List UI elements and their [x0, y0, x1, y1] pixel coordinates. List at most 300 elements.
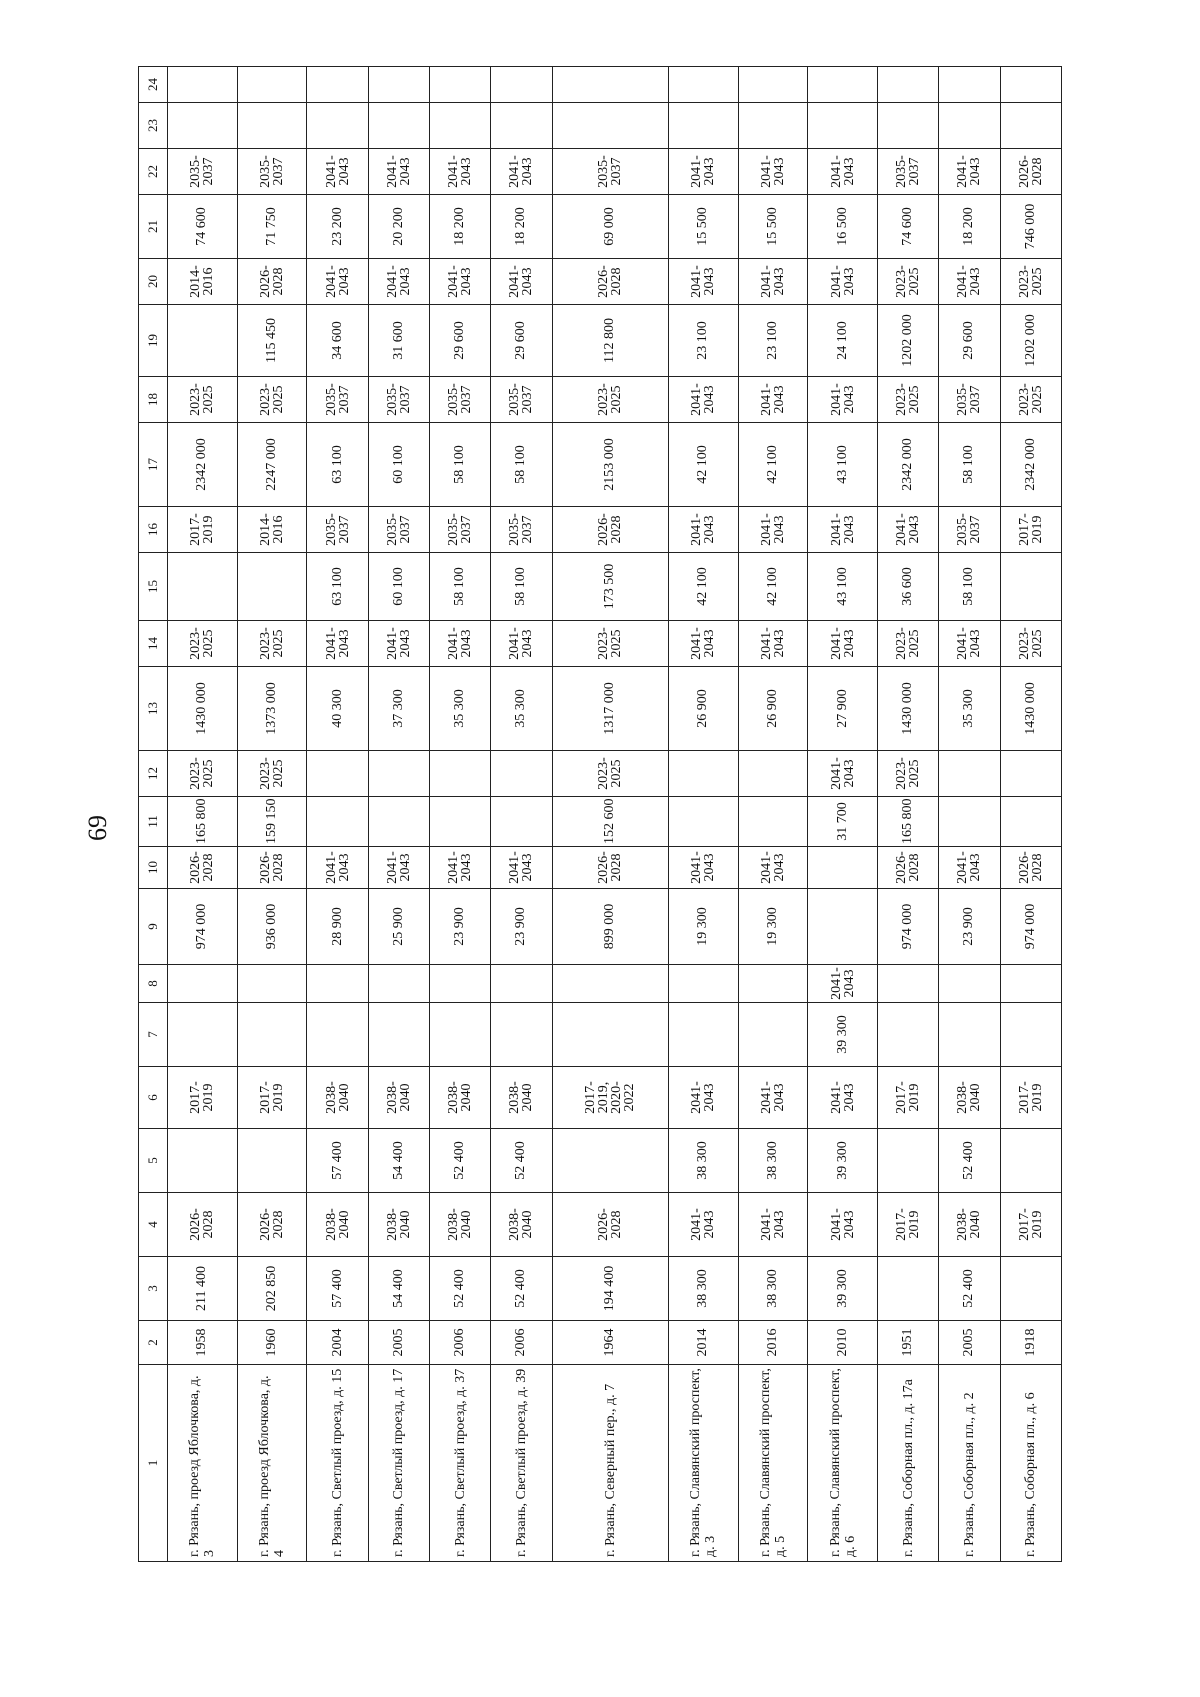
table-cell: 2026-2028: [552, 259, 668, 305]
table-cell: 38 300: [738, 1257, 808, 1321]
table-cell: 2017-2019: [878, 1193, 939, 1257]
table-cell: 159 150: [237, 797, 307, 847]
table-cell: 173 500: [552, 553, 668, 621]
table-cell: [738, 965, 808, 1003]
table-cell: [430, 751, 491, 797]
table-cell: 2153 000: [552, 423, 668, 507]
table-cell: 2041-2043: [668, 377, 738, 423]
address-cell: г. Рязань, Светлый проезд, д. 39: [491, 1365, 552, 1562]
table-cell: 2017-2019: [1000, 1193, 1061, 1257]
table-cell: 2041-2043: [878, 507, 939, 553]
table-cell: 26 900: [738, 667, 808, 751]
table-cell: 42 100: [738, 423, 808, 507]
table-cell: 2041-2043: [738, 847, 808, 889]
table-cell: 2023-2025: [552, 621, 668, 667]
table-cell: 2023-2025: [552, 751, 668, 797]
table-cell: [491, 103, 552, 149]
table-cell: 18 200: [491, 195, 552, 259]
table-cell: 29 600: [939, 305, 1000, 377]
table-cell: 39 300: [808, 1129, 878, 1193]
table-cell: 2041-2043: [430, 847, 491, 889]
column-number-7: 7: [139, 1003, 168, 1067]
address-cell: г. Рязань, Соборная пл., д. 17а: [878, 1365, 939, 1562]
table-cell: 2038-2040: [307, 1067, 368, 1129]
table-cell: 2035-2037: [491, 377, 552, 423]
table-cell: 2041-2043: [668, 259, 738, 305]
table-cell: 2023-2025: [1000, 621, 1061, 667]
table-cell: [738, 103, 808, 149]
address-cell: г. Рязань, Славянский проспект, д. 6: [808, 1365, 878, 1562]
table-cell: 19 300: [738, 889, 808, 965]
table-cell: 1202 000: [1000, 305, 1061, 377]
table-cell: 2247 000: [237, 423, 307, 507]
table-cell: [668, 751, 738, 797]
table-cell: 2035-2037: [430, 377, 491, 423]
table-cell: 18 200: [430, 195, 491, 259]
table-cell: [668, 797, 738, 847]
table-cell: 52 400: [939, 1257, 1000, 1321]
table-cell: 2005: [368, 1321, 429, 1365]
table-cell: 16 500: [808, 195, 878, 259]
table-cell: 2041-2043: [491, 259, 552, 305]
table-cell: 2035-2037: [307, 377, 368, 423]
table-cell: 2038-2040: [368, 1193, 429, 1257]
table-cell: 42 100: [738, 553, 808, 621]
table-cell: 2038-2040: [430, 1067, 491, 1129]
table-cell: 1202 000: [878, 305, 939, 377]
table-cell: 2026-2028: [168, 1193, 238, 1257]
table-cell: 39 300: [808, 1003, 878, 1067]
column-number-18: 18: [139, 377, 168, 423]
column-number-8: 8: [139, 965, 168, 1003]
address-cell: г. Рязань, Соборная пл., д. 6: [1000, 1365, 1061, 1562]
table-cell: 2023-2025: [1000, 377, 1061, 423]
table-cell: 2041-2043: [738, 1193, 808, 1257]
column-number-20: 20: [139, 259, 168, 305]
table-cell: [939, 67, 1000, 103]
column-number-13: 13: [139, 667, 168, 751]
table-cell: 18 200: [939, 195, 1000, 259]
table-cell: 31 600: [368, 305, 429, 377]
column-number-3: 3: [139, 1257, 168, 1321]
table-cell: [878, 1257, 939, 1321]
table-cell: 2035-2037: [878, 149, 939, 195]
table-cell: 2038-2040: [430, 1193, 491, 1257]
table-cell: 2023-2025: [878, 259, 939, 305]
column-number-24: 24: [139, 67, 168, 103]
table-cell: 29 600: [430, 305, 491, 377]
table-cell: [368, 1003, 429, 1067]
table-cell: 24 100: [808, 305, 878, 377]
table-cell: 20 200: [368, 195, 429, 259]
table-cell: [168, 553, 238, 621]
table-cell: 26 900: [668, 667, 738, 751]
table-cell: 2041-2043: [668, 149, 738, 195]
table-cell: 2026-2028: [552, 847, 668, 889]
table-cell: 2017-2019: [237, 1067, 307, 1129]
table-cell: 2041-2043: [491, 847, 552, 889]
table-cell: [738, 751, 808, 797]
table-cell: [878, 1003, 939, 1067]
table-cell: [808, 889, 878, 965]
table-cell: 2041-2043: [668, 621, 738, 667]
table-cell: 23 900: [430, 889, 491, 965]
table-cell: 2035-2037: [491, 507, 552, 553]
table-cell: [1000, 67, 1061, 103]
table-cell: 2035-2037: [168, 149, 238, 195]
table-row: [808, 67, 878, 1562]
table-cell: 899 000: [552, 889, 668, 965]
table-cell: [491, 797, 552, 847]
address-cell: г. Рязань, Славянский проспект, д. 5: [738, 1365, 808, 1562]
table-cell: 2041-2043: [738, 149, 808, 195]
table-cell: 2041-2043: [430, 149, 491, 195]
table-cell: 58 100: [430, 553, 491, 621]
table-cell: [668, 1003, 738, 1067]
table-row: [368, 67, 429, 1562]
table-cell: 2023-2025: [237, 751, 307, 797]
table-cell: [307, 965, 368, 1003]
table-row: [237, 67, 307, 1562]
table-cell: 15 500: [738, 195, 808, 259]
table-cell: 34 600: [307, 305, 368, 377]
table-cell: 2342 000: [168, 423, 238, 507]
table-cell: 38 300: [668, 1257, 738, 1321]
table-cell: 71 750: [237, 195, 307, 259]
table-cell: [1000, 553, 1061, 621]
table-cell: [307, 1003, 368, 1067]
table-cell: 57 400: [307, 1129, 368, 1193]
table-cell: 2026-2028: [552, 507, 668, 553]
table-cell: [307, 67, 368, 103]
table-cell: [738, 1003, 808, 1067]
table-row: [168, 67, 238, 1562]
address-cell: г. Рязань, проезд Яблочкова, д. 3: [168, 1365, 238, 1562]
table-cell: 2041-2043: [491, 621, 552, 667]
table-cell: [168, 67, 238, 103]
table-cell: 2017-2019, 2020-2022: [552, 1067, 668, 1129]
table-cell: [307, 797, 368, 847]
repair-schedule-table: [138, 66, 1062, 1562]
table-cell: [738, 67, 808, 103]
table-cell: 2041-2043: [808, 621, 878, 667]
table-cell: 2041-2043: [368, 259, 429, 305]
table-cell: [738, 797, 808, 847]
table-cell: 2026-2028: [1000, 847, 1061, 889]
table-cell: 2038-2040: [939, 1067, 1000, 1129]
table-cell: 2038-2040: [307, 1193, 368, 1257]
table-cell: 211 400: [168, 1257, 238, 1321]
table-cell: 1430 000: [878, 667, 939, 751]
table-cell: [878, 67, 939, 103]
table-cell: 58 100: [939, 423, 1000, 507]
table-cell: 39 300: [808, 1257, 878, 1321]
table-cell: 2041-2043: [808, 751, 878, 797]
table-cell: 2035-2037: [307, 507, 368, 553]
table-cell: 2041-2043: [307, 847, 368, 889]
address-cell: г. Рязань, Северный пер., д. 7: [552, 1365, 668, 1562]
table-row: [738, 67, 808, 1562]
table-cell: [368, 751, 429, 797]
column-number-21: 21: [139, 195, 168, 259]
table-cell: 194 400: [552, 1257, 668, 1321]
table-cell: 2005: [939, 1321, 1000, 1365]
table-cell: 165 800: [168, 797, 238, 847]
table-cell: 1430 000: [168, 667, 238, 751]
table-cell: 2041-2043: [430, 259, 491, 305]
table-row: [939, 67, 1000, 1562]
table-cell: 2023-2025: [878, 621, 939, 667]
table-cell: 1430 000: [1000, 667, 1061, 751]
table-cell: 1958: [168, 1321, 238, 1365]
table-cell: 2342 000: [1000, 423, 1061, 507]
table-cell: 2026-2028: [237, 259, 307, 305]
column-number-12: 12: [139, 751, 168, 797]
table-cell: 2038-2040: [491, 1067, 552, 1129]
table-cell: 2038-2040: [491, 1193, 552, 1257]
table-cell: 2035-2037: [368, 377, 429, 423]
table-cell: 2006: [491, 1321, 552, 1365]
table-cell: [939, 965, 1000, 1003]
table-cell: 2026-2028: [878, 847, 939, 889]
table-cell: 974 000: [1000, 889, 1061, 965]
table-cell: 42 100: [668, 553, 738, 621]
table-cell: 2041-2043: [738, 1067, 808, 1129]
table-cell: 2041-2043: [808, 507, 878, 553]
table-cell: 2041-2043: [808, 1193, 878, 1257]
table-cell: 2041-2043: [939, 621, 1000, 667]
table-cell: [491, 1003, 552, 1067]
table-cell: 2041-2043: [939, 259, 1000, 305]
table-cell: 60 100: [368, 423, 429, 507]
table-cell: 1373 000: [237, 667, 307, 751]
table-cell: 52 400: [939, 1129, 1000, 1193]
table-cell: [237, 1129, 307, 1193]
table-cell: 2035-2037: [939, 507, 1000, 553]
table-cell: 2023-2025: [237, 621, 307, 667]
table-cell: [939, 751, 1000, 797]
address-cell: г. Рязань, Славянский проспект, д. 3: [668, 1365, 738, 1562]
table-cell: 2026-2028: [168, 847, 238, 889]
table-cell: [939, 103, 1000, 149]
table-cell: [237, 103, 307, 149]
table-cell: 40 300: [307, 667, 368, 751]
table-row: [1000, 67, 1061, 1562]
address-cell: г. Рязань, Светлый проезд, д. 17: [368, 1365, 429, 1562]
table-cell: 37 300: [368, 667, 429, 751]
table-cell: 2041-2043: [808, 377, 878, 423]
table-cell: 52 400: [491, 1257, 552, 1321]
table-cell: 2041-2043: [808, 259, 878, 305]
table-cell: 746 000: [1000, 195, 1061, 259]
table-cell: 2041-2043: [307, 259, 368, 305]
table-cell: 23 900: [491, 889, 552, 965]
table-cell: [430, 1003, 491, 1067]
table-cell: 2041-2043: [738, 377, 808, 423]
table-cell: 2017-2019: [168, 507, 238, 553]
table-cell: [430, 797, 491, 847]
column-number-11: 11: [139, 797, 168, 847]
table-cell: 54 400: [368, 1129, 429, 1193]
table-cell: 936 000: [237, 889, 307, 965]
table-cell: [808, 847, 878, 889]
table-cell: 2035-2037: [552, 149, 668, 195]
table-cell: 2038-2040: [368, 1067, 429, 1129]
table-cell: 1964: [552, 1321, 668, 1365]
table-cell: 23 200: [307, 195, 368, 259]
table-cell: 2041-2043: [808, 149, 878, 195]
table-cell: 2026-2028: [237, 1193, 307, 1257]
table-cell: 2041-2043: [808, 1067, 878, 1129]
column-number-6: 6: [139, 1067, 168, 1129]
table-cell: 2023-2025: [552, 377, 668, 423]
table-cell: [307, 751, 368, 797]
table-cell: 2023-2025: [168, 751, 238, 797]
table-cell: 43 100: [808, 553, 878, 621]
table-cell: [368, 965, 429, 1003]
table-cell: 52 400: [430, 1129, 491, 1193]
table-cell: [939, 797, 1000, 847]
table-cell: [491, 965, 552, 1003]
table-cell: [552, 1003, 668, 1067]
table-row: [307, 67, 368, 1562]
table-cell: [307, 103, 368, 149]
table-cell: 60 100: [368, 553, 429, 621]
column-number-4: 4: [139, 1193, 168, 1257]
table-cell: 2041-2043: [808, 965, 878, 1003]
address-cell: г. Рязань, Светлый проезд, д. 37: [430, 1365, 491, 1562]
table-row: [878, 67, 939, 1562]
table-cell: 202 850: [237, 1257, 307, 1321]
table-cell: 2041-2043: [491, 149, 552, 195]
table-cell: 63 100: [307, 553, 368, 621]
table-cell: 1918: [1000, 1321, 1061, 1365]
table-cell: 2006: [430, 1321, 491, 1365]
table-cell: 43 100: [808, 423, 878, 507]
table-cell: [237, 1003, 307, 1067]
table-cell: [878, 103, 939, 149]
table-cell: [1000, 103, 1061, 149]
column-number-1: 1: [139, 1365, 168, 1562]
table-cell: 58 100: [491, 553, 552, 621]
table-cell: [368, 67, 429, 103]
table-cell: [1000, 1129, 1061, 1193]
table-cell: 2041-2043: [738, 621, 808, 667]
table-cell: 2023-2025: [168, 377, 238, 423]
address-cell: г. Рязань, проезд Яблочкова, д. 4: [237, 1365, 307, 1562]
column-number-9: 9: [139, 889, 168, 965]
table-cell: 2041-2043: [368, 847, 429, 889]
table-cell: 974 000: [878, 889, 939, 965]
table-cell: 36 600: [878, 553, 939, 621]
table-cell: [368, 797, 429, 847]
column-number-16: 16: [139, 507, 168, 553]
column-number-14: 14: [139, 621, 168, 667]
column-number-10: 10: [139, 847, 168, 889]
table-cell: [668, 67, 738, 103]
table-cell: 2041-2043: [939, 847, 1000, 889]
table-cell: 2017-2019: [168, 1067, 238, 1129]
table-cell: 1317 000: [552, 667, 668, 751]
table-cell: [168, 103, 238, 149]
table-cell: 35 300: [491, 667, 552, 751]
table-cell: 58 100: [430, 423, 491, 507]
table-cell: 57 400: [307, 1257, 368, 1321]
table-cell: 2041-2043: [430, 621, 491, 667]
table-cell: 63 100: [307, 423, 368, 507]
table-cell: 69 000: [552, 195, 668, 259]
column-number-5: 5: [139, 1129, 168, 1193]
column-number-23: 23: [139, 103, 168, 149]
table-cell: 28 900: [307, 889, 368, 965]
table-cell: 152 600: [552, 797, 668, 847]
table-cell: 58 100: [939, 553, 1000, 621]
table-cell: [237, 553, 307, 621]
table-cell: 2014: [668, 1321, 738, 1365]
table-cell: [1000, 965, 1061, 1003]
table-cell: [168, 1129, 238, 1193]
column-number-19: 19: [139, 305, 168, 377]
table-cell: [237, 67, 307, 103]
table-cell: [808, 103, 878, 149]
table-cell: [1000, 797, 1061, 847]
table-cell: 2342 000: [878, 423, 939, 507]
column-number-2: 2: [139, 1321, 168, 1365]
table-cell: [878, 965, 939, 1003]
table-cell: 974 000: [168, 889, 238, 965]
page-number: 69: [83, 815, 112, 841]
table-cell: [808, 67, 878, 103]
table-cell: 2016: [738, 1321, 808, 1365]
column-number-17: 17: [139, 423, 168, 507]
table-cell: 2041-2043: [668, 507, 738, 553]
table-cell: 165 800: [878, 797, 939, 847]
table-cell: 2041-2043: [939, 149, 1000, 195]
table-cell: 2035-2037: [237, 149, 307, 195]
table-cell: 74 600: [168, 195, 238, 259]
table-cell: 1960: [237, 1321, 307, 1365]
table-cell: 2023-2025: [1000, 259, 1061, 305]
table-cell: 2023-2025: [878, 751, 939, 797]
table-cell: 2041-2043: [368, 621, 429, 667]
table-cell: [552, 1129, 668, 1193]
rotated-table-wrapper: [138, 72, 1062, 1562]
table-cell: [430, 103, 491, 149]
table-cell: 31 700: [808, 797, 878, 847]
table-cell: 2023-2025: [168, 621, 238, 667]
table-cell: 58 100: [491, 423, 552, 507]
table-cell: [668, 103, 738, 149]
table-cell: 42 100: [668, 423, 738, 507]
table-cell: [168, 1003, 238, 1067]
table-cell: [878, 1129, 939, 1193]
table-cell: 2038-2040: [939, 1193, 1000, 1257]
table-cell: 54 400: [368, 1257, 429, 1321]
table-cell: 2014-2016: [168, 259, 238, 305]
table-cell: 52 400: [491, 1129, 552, 1193]
table-cell: [1000, 751, 1061, 797]
table-cell: [1000, 1257, 1061, 1321]
table-cell: 112 800: [552, 305, 668, 377]
table-cell: 2026-2028: [552, 1193, 668, 1257]
table-row: [430, 67, 491, 1562]
table-cell: [168, 305, 238, 377]
table-cell: 2035-2037: [430, 507, 491, 553]
table-cell: 2041-2043: [668, 847, 738, 889]
table-row: [668, 67, 738, 1562]
table-cell: 19 300: [668, 889, 738, 965]
table-cell: [552, 67, 668, 103]
